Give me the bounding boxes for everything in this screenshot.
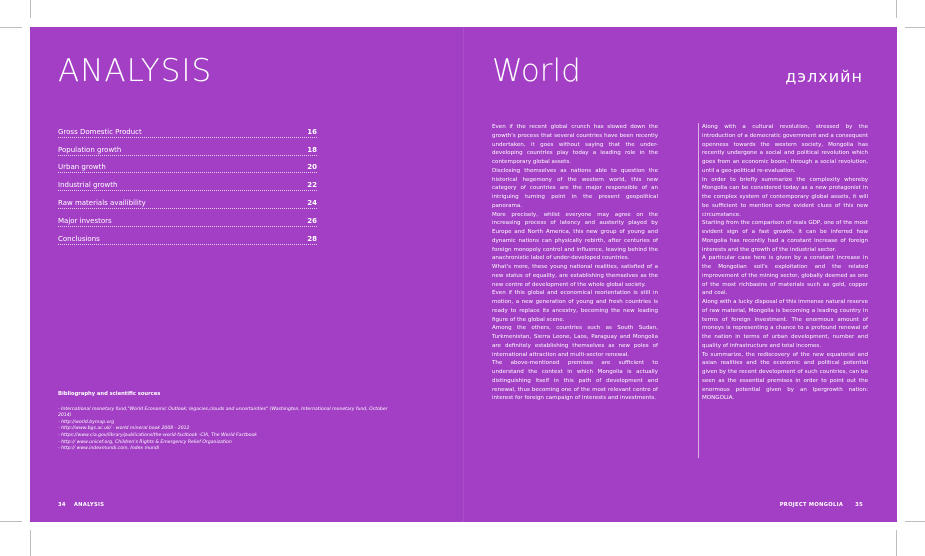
toc-page-number: 16	[307, 127, 317, 136]
toc-item[interactable]	[58, 138, 317, 156]
paragraph: Along with a cultural revolution, stressed by the introduction of a democratic government and a consequent openness towards the western society, Mongolia has recently undergone a social and political revolution which goes from an economic boom, through a social revolution, until a geo-political re-evaluation.	[702, 124, 868, 174]
paragraph: Disclosing themselves as nations able to question the historical hegemony of the western world, this new category of countries are the major responsible of an intriguing turning point in the present geopolitical panorama.	[492, 167, 658, 209]
book-spread	[30, 27, 897, 522]
bibliography-entry: - International monetary fund,"World Economic Outlook; legacies,clouds and uncertainties" (Washington, International monetary fund, October 2014)	[58, 406, 388, 419]
toc-item[interactable]	[58, 120, 317, 138]
crop-mark	[896, 530, 897, 556]
paragraph: Even if the recent global crunch has slowed down the growth's process that several countries have been recently undertaken, it goes without saying that the under-developing countries play today a leading role in the contemporary global assets.	[492, 124, 658, 165]
bibliography-entry: - http:// www.indexmundi.com, Index mundi	[58, 446, 160, 452]
crop-mark	[905, 27, 925, 28]
toc-label: Gross Domestic Product	[58, 127, 142, 136]
bibliography-entry: - https://www.cia.gov/library/publications/the-world-factbook -CIA, The World Factbook	[58, 432, 257, 438]
crop-mark	[896, 0, 897, 18]
page-number-left: 34	[58, 502, 66, 508]
footer-left	[58, 502, 104, 508]
footer-right	[780, 502, 863, 508]
crop-mark	[0, 27, 22, 28]
toc-label: Population growth	[58, 145, 122, 154]
paragraph: In order to briefly summarize the complexity whereby Mongolia can be considered today as a new protagonist in the complex system of contemporary global assets, it will be sufficient to mention some evident clues of this new circumstance.	[702, 176, 868, 218]
toc-page-number: 28	[307, 234, 317, 243]
paragraph: What's more, these young national realities, satisfied of a new status of equality, are establishing themselves as the new centre of development of the whole global society.	[492, 264, 658, 288]
toc-label: Industrial growth	[58, 181, 118, 190]
toc-label: Raw materials availibility	[58, 198, 146, 207]
text-column-1	[492, 123, 658, 403]
text-column-2	[698, 123, 868, 458]
toc-item[interactable]	[58, 191, 317, 209]
toc-item[interactable]	[58, 173, 317, 191]
toc-page-number: 18	[307, 145, 317, 154]
crop-mark	[0, 521, 22, 522]
bibliography-entry: - http://world.bymap.org	[58, 419, 115, 425]
page-gutter	[463, 27, 464, 522]
footer-section-label: ANALYSIS	[73, 502, 105, 508]
paragraph: A particular case here is given by a constant increase in the Mongolian soil's exploitation and the related improvement of the mining sector, globally deemed as one of the most richbasins of materials such as gold, copper and coal.	[702, 255, 868, 297]
paragraph: Among the others, countries such as South Sudan, Turkmenistan, Sierra Leone, Laos, Paraguay and Mongolia are definitely establishing themselves as new poles of international attraction and multi-sector renewal.	[492, 325, 658, 358]
crop-mark	[30, 0, 31, 18]
page-title-world: World	[492, 53, 581, 89]
page-number-right: 35	[855, 502, 863, 508]
toc-page-number: 22	[307, 181, 317, 190]
page-title-analysis: ANALYSIS	[58, 53, 213, 89]
paragraph: Starting from the comparison of reals GDP, one of the most evident sign of a fast growth, it can be inferred how Mongolia has recently had a constant increase of foreign interests and the growth of the industrial sector.	[702, 220, 868, 253]
toc-page-number: 20	[307, 163, 317, 172]
crop-mark	[905, 521, 925, 522]
footer-project-label: PROJECT MONGOLIA	[779, 502, 844, 508]
paragraph: More precisely, whilst everyone may agree on the increasing process of latency and austerity played by Europe and North America, this new group of young and dynamic nations can physically rebirth, after centuries of foreign monopoly control and influence, leaving behind the anachronistic label of under-developed countries.	[492, 211, 658, 262]
bibliography	[58, 391, 388, 453]
toc-page-number: 24	[307, 198, 317, 207]
toc-item[interactable]	[58, 209, 317, 227]
bibliography-entry: - http:// www.unicef.org, Children's Rights & Emergency Relief Organization	[58, 439, 232, 445]
toc-label: Conclusions	[58, 234, 100, 243]
paragraph: Along with a lucky disposal of this immense natural reserve of raw material, Mongolia is becoming a leading country in terms of foreign investment. The enormous amount of moneys is representing a chance to a profound renewal of the nation in terms of urban development, number and quality of infrastructure and total incomes.	[702, 299, 868, 349]
toc-page-number: 26	[307, 216, 317, 225]
toc-label: Major investors	[58, 216, 112, 225]
paragraph: To summarize, the rediscovery of the new equatorial and asian realities and the economic and political potential given by the recent development of such countries, can be seen as the essential premises in order to point out the enormous potential given by an lpergrowth nation: MONGOLIA.	[702, 351, 868, 402]
crop-mark	[30, 530, 31, 556]
paragraph: The above-mentioned premises are sufficient to understand the context in which Mongolia is actually distinguishing itself in this path of development and renewal, thus becoming one of the most relevant centre of interest for foreign campaign of interests and investments.	[492, 360, 658, 402]
page-title-mongolian: дэлхийн	[785, 67, 863, 86]
bibliography-title: Bibliography and scientific sources	[58, 391, 161, 397]
toc-item[interactable]	[58, 227, 317, 245]
paragraph: Even if this global and economical reorientation is still in motion, a new generation of young and fresh countries is ready to replace its ancestry, becoming the new leading figure of the global scene.	[492, 290, 658, 323]
table-of-contents	[58, 120, 317, 245]
toc-label: Urban growth	[58, 163, 106, 172]
toc-item[interactable]	[58, 156, 317, 174]
bibliography-entry: - http://www.bgs.ac.uk/ - world mineral book 2008 - 2012	[58, 426, 190, 432]
